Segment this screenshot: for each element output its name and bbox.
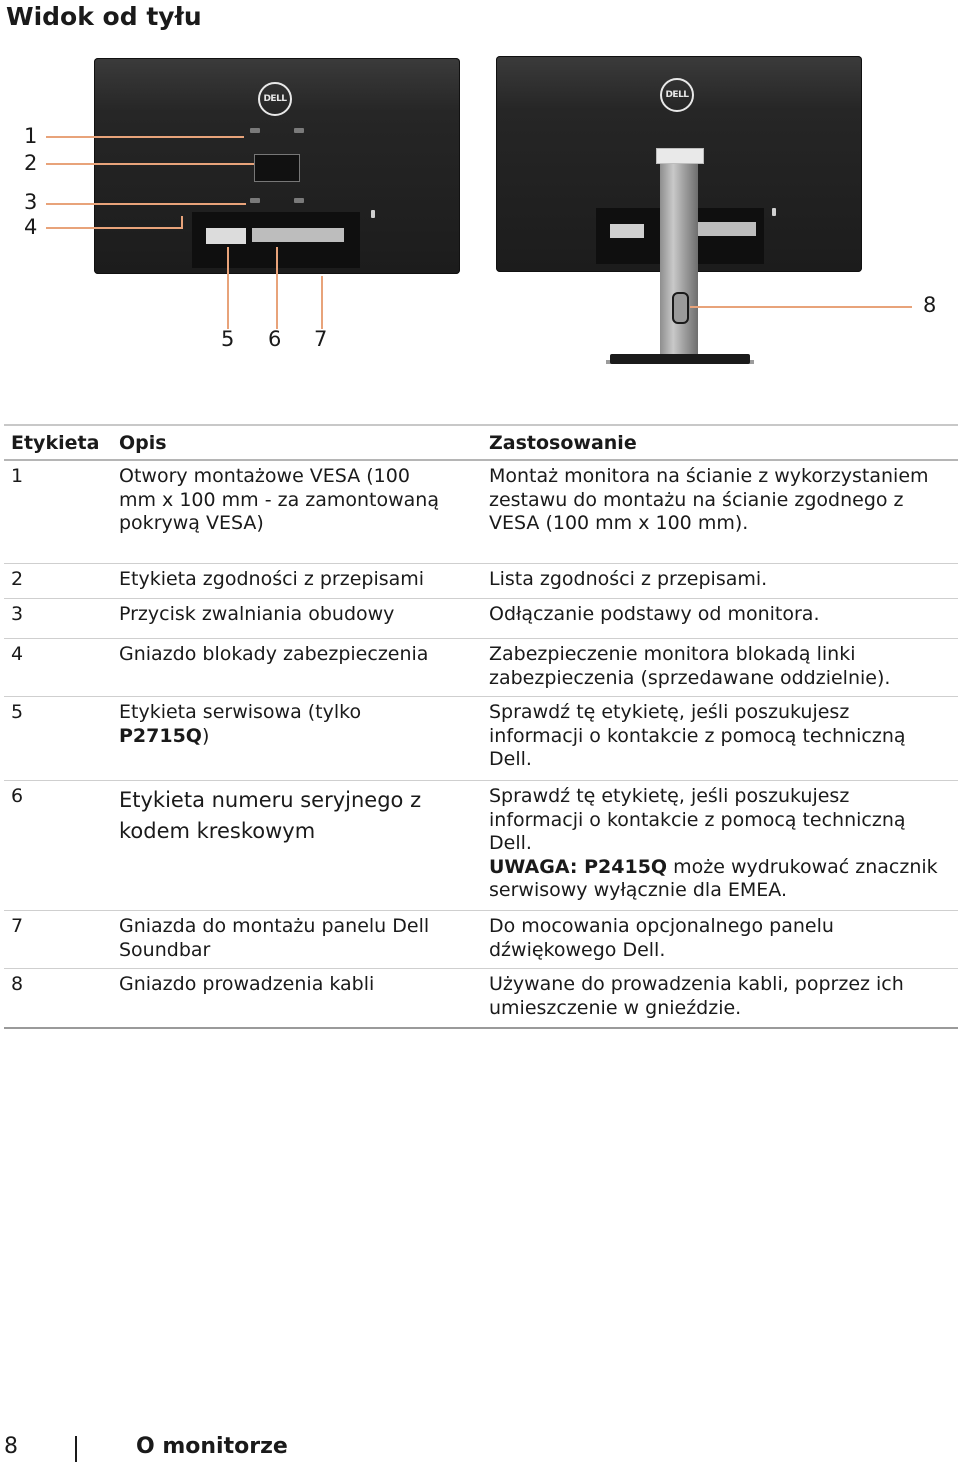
row-usage: Odłączanie podstawy od monitora. — [489, 603, 820, 625]
row-usage: Zabezpieczenie monitora blokadą linki zabezpieczenia (sprzedawane oddzielnie). — [489, 643, 891, 689]
row-description: Gniazdo blokady zabezpieczenia — [119, 643, 429, 665]
table-row — [4, 638, 958, 697]
row-number: 8 — [11, 973, 24, 995]
row-number: 2 — [11, 568, 24, 590]
vesa-hole — [294, 198, 304, 203]
model-name: P2715Q — [119, 724, 202, 747]
callout-line-8 — [690, 306, 912, 308]
row-description-end: ) — [201, 724, 210, 747]
callout-number: 4 — [24, 215, 38, 239]
row-number: 6 — [11, 785, 24, 807]
row-description: Gniazdo prowadzenia kabli — [119, 973, 375, 995]
callout-number: 5 — [221, 327, 235, 351]
label — [698, 222, 756, 236]
row-usage-note — [489, 856, 944, 903]
column-header-description: Opis — [119, 432, 167, 454]
row-description-text: Etykieta serwisowa (tylko — [119, 701, 362, 723]
row-description: Gniazda do montażu panelu Dell Soundbar — [119, 915, 430, 961]
vesa-hole — [250, 198, 260, 203]
row-number: 4 — [11, 643, 24, 665]
column-header-label: Etykieta — [11, 432, 100, 454]
stand-base — [610, 354, 750, 364]
row-number: 7 — [11, 915, 24, 937]
vesa-hole — [294, 128, 304, 133]
page-title: Widok od tyłu — [6, 2, 202, 31]
callout-line-4 — [181, 216, 183, 229]
row-usage: Sprawdź tę etykietę, jeśli poszukujesz informacji o kontakcie z pomocą techniczną Dell. — [489, 701, 906, 770]
callout-line-3 — [46, 203, 246, 205]
row-number: 1 — [11, 465, 24, 487]
callout-number: 1 — [24, 124, 38, 148]
callout-number: 6 — [268, 327, 282, 351]
regulatory-label — [254, 154, 300, 182]
security-slot — [772, 208, 776, 216]
callout-line-6 — [276, 247, 278, 329]
page-number: 8 — [4, 1434, 18, 1459]
row-usage: Do mocowania opcjonalnego panelu dźwiękowego Dell. — [489, 915, 834, 961]
row-usage: Lista zgodności z przepisami. — [489, 568, 768, 590]
callout-line-4 — [46, 227, 182, 229]
column-header-usage: Zastosowanie — [489, 432, 637, 454]
callout-number: 8 — [923, 293, 937, 317]
callout-line-2 — [46, 163, 254, 165]
row-number: 3 — [11, 603, 24, 625]
callout-line-7 — [321, 276, 323, 329]
note-text: może wydrukować znacznik serwisowy wyłącznie dla EMEA. — [489, 855, 938, 901]
row-description: Etykieta numeru seryjnego z kodem kreskowym — [119, 788, 422, 843]
table-row — [4, 563, 958, 599]
dell-logo: DELL — [660, 78, 694, 112]
monitor-rear-without-stand — [94, 58, 460, 274]
dell-logo: DELL — [258, 82, 292, 116]
callout-line-1 — [46, 136, 244, 138]
row-description — [119, 701, 419, 748]
row-usage: Używane do prowadzenia kabli, poprzez ich umieszczenie w gnieździe. — [489, 973, 904, 1019]
table-row — [4, 910, 958, 969]
callout-line-5 — [227, 247, 229, 329]
row-number: 5 — [11, 701, 24, 723]
chapter-title: O monitorze — [136, 1434, 288, 1459]
service-label — [206, 228, 246, 244]
vesa-hole — [250, 128, 260, 133]
callout-number: 2 — [24, 151, 38, 175]
table-row — [4, 780, 958, 911]
row-usage-text: Sprawdź tę etykietę, jeśli poszukujesz informacji o kontakcie z pomocą techniczną Dell. — [489, 785, 906, 854]
table-row — [4, 968, 958, 1029]
table-row — [4, 598, 958, 639]
note-label: UWAGA: P2415Q — [489, 855, 668, 878]
callout-number: 3 — [24, 190, 38, 214]
callout-number: 7 — [314, 327, 328, 351]
row-usage: Montaż monitora na ścianie z wykorzystaniem zestawu do montażu na ścianie zgodnego z VESA (100 mm x 100 mm). — [489, 465, 929, 534]
security-slot — [371, 210, 375, 218]
table-row — [4, 459, 958, 565]
row-usage — [489, 785, 944, 903]
row-description: Przycisk zwalniania obudowy — [119, 603, 395, 625]
cable-management-slot — [672, 292, 689, 324]
rear-view-figure — [0, 40, 960, 380]
footer-separator — [75, 1436, 77, 1462]
row-description: Etykieta zgodności z przepisami — [119, 568, 425, 590]
table-row — [4, 696, 958, 781]
row-description: Otwory montażowe VESA (100 mm x 100 mm - za zamontowaną pokrywą VESA) — [119, 465, 439, 534]
stand-top — [656, 148, 704, 164]
stand-neck — [660, 148, 698, 356]
barcode-label — [252, 228, 344, 242]
label — [610, 224, 644, 238]
page-footer — [0, 1434, 960, 1464]
table-top-rule — [4, 424, 958, 426]
